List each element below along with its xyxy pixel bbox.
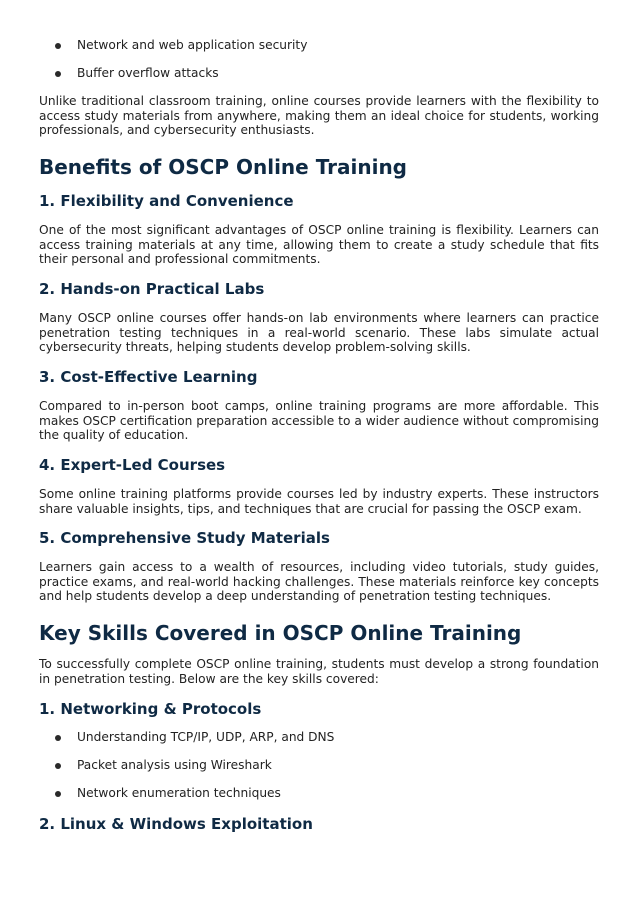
list-item-text: Network and web application security <box>77 38 308 52</box>
intro-paragraph: Unlike traditional classroom training, online courses provide learners with the flexibility to access study materials from anywhere, making them an ideal choice for students, working professionals, and cybersecurity enthusiasts. <box>39 94 599 138</box>
benefit-title-3: 3. Cost-Effective Learning <box>39 368 258 386</box>
list-item-text: Network enumeration techniques <box>77 786 281 800</box>
benefit-text-2: Many OSCP online courses offer hands-on lab environments where learners can practice penetration testing techniques in a real-world scenario. These labs simulate actual cybersecurity threats, helping students develop problem-solving skills. <box>39 311 599 355</box>
benefit-title-4: 4. Expert-Led Courses <box>39 456 226 474</box>
bullet-icon <box>55 71 61 77</box>
list-item <box>39 786 599 801</box>
skills-intro: To successfully complete OSCP online training, students must develop a strong foundation in penetration testing. Below are the key skills covered: <box>39 657 599 686</box>
bullet-icon <box>55 43 61 49</box>
list-item-text: Packet analysis using Wireshark <box>77 758 272 772</box>
benefit-text-4: Some online training platforms provide courses led by industry experts. These instructors share valuable insights, tips, and techniques that are crucial for passing the OSCP exam. <box>39 487 599 516</box>
benefit-title-5: 5. Comprehensive Study Materials <box>39 529 330 547</box>
benefit-title-2: 2. Hands-on Practical Labs <box>39 280 265 298</box>
benefits-heading: Benefits of OSCP Online Training <box>39 155 407 179</box>
intro-bullet-list <box>39 38 599 94</box>
bullet-icon <box>55 791 61 797</box>
skills-heading: Key Skills Covered in OSCP Online Training <box>39 621 522 645</box>
list-item <box>39 730 599 745</box>
list-item <box>39 38 599 53</box>
list-item <box>39 758 599 773</box>
skill-title-linux-windows: 2. Linux & Windows Exploitation <box>39 815 313 833</box>
bullet-icon <box>55 763 61 769</box>
benefit-text-3: Compared to in-person boot camps, online training programs are more affordable. This makes OSCP certification preparation accessible to a wider audience without compromising the quality of education. <box>39 399 599 443</box>
networking-bullet-list <box>39 730 599 814</box>
skill-title-networking: 1. Networking & Protocols <box>39 700 262 718</box>
list-item-text: Understanding TCP/IP, UDP, ARP, and DNS <box>77 730 335 744</box>
list-item <box>39 66 599 81</box>
benefit-text-1: One of the most significant advantages of OSCP online training is flexibility. Learners can access training materials at any time, allowing them to create a study schedule that fits their personal and professional commitments. <box>39 223 599 267</box>
benefit-title-1: 1. Flexibility and Convenience <box>39 192 294 210</box>
list-item-text: Buffer overflow attacks <box>77 66 219 80</box>
benefit-text-5: Learners gain access to a wealth of resources, including video tutorials, study guides, practice exams, and real-world hacking challenges. These materials reinforce key concepts and help students develop a deep understanding of penetration testing techniques. <box>39 560 599 604</box>
bullet-icon <box>55 735 61 741</box>
